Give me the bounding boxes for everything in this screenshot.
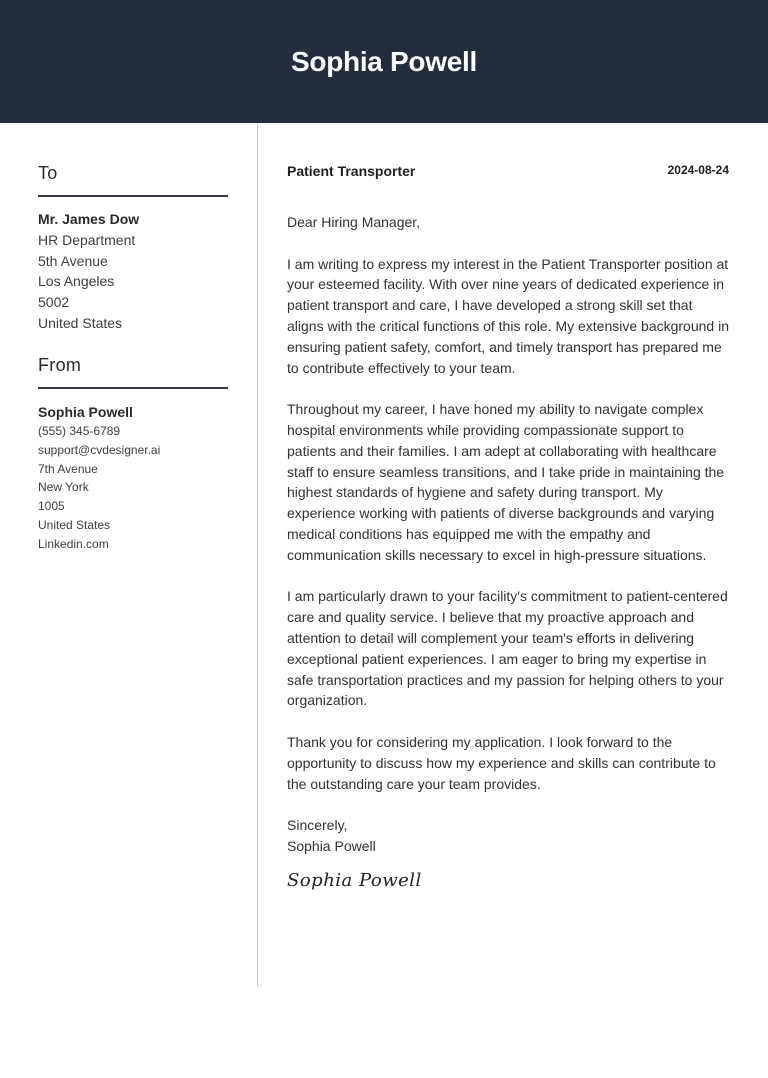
sender-name: Sophia Powell [38,404,133,420]
recipient-department: HR Department [38,231,136,248]
recipient-section [38,163,228,334]
closing-name: Sophia Powell [287,837,376,854]
salutation: Dear Hiring Manager, [287,214,421,230]
sender-section [38,355,228,554]
sender-postal-code: 1005 [38,499,65,514]
sender-linkedin: Linkedin.com [38,536,109,551]
recipient-postal-code: 5002 [38,294,70,311]
recipient-country: United States [38,314,123,331]
paragraph-thanks: Thank you for considering my application. I look forward to the opportunity to discuss how my experience and skills can contribute to the outstanding care your team provides. [287,733,716,792]
recipient-street: 5th Avenue [38,252,108,269]
letter-date: 2024-08-24 [667,163,729,177]
paragraph-motivation: I am particularly drawn to your facility's commitment to patient-centered care and quality service. I believe that my proactive approach and attention to detail will complement your team's efforts in delivering exceptional patient experiences. I am eager to bring my expertise in safe transportation practices and my passion for helping others to your organization. [287,588,728,709]
sender-street: 7th Avenue [38,461,98,476]
paragraph-intro: I am writing to express my interest in the Patient Transporter position at your esteemed facility. With over nine years of dedicated experience in patient transport and care, I have developed a strong skill set that aligns with the critical functions of this role. My extensive background in ensuring patient safety, comfort, and timely transport has prepared me to contribute effectively to your team. [287,255,729,376]
sender-city: New York [38,480,89,495]
section-divider [38,195,228,197]
recipient-city: Los Angeles [38,273,115,290]
signature: Sophia Powell [287,869,422,891]
section-divider [38,387,228,389]
applicant-name: Sophia Powell [291,45,477,77]
sender-email: support@cvdesigner.ai [38,442,161,457]
header-banner [0,0,768,123]
recipient-heading: To [38,163,58,183]
job-title: Patient Transporter [287,163,416,179]
sender-heading: From [38,355,82,375]
letter-topline [287,163,729,181]
column-divider [257,123,258,987]
paragraph-experience: Throughout my career, I have honed my ability to navigate complex hospital environments while providing compassionate support to patients and their families. I am adept at collaborating with healthcare staff to ensure seamless transitions, and I take pride in maintaining the highest standards of hygiene and safety during transport. My experience working with patients of diverse backgrounds and varying medical conditions has equipped me with the empathy and communication skills necessary to excel in high-pressure situations. [287,401,725,563]
sender-phone: (555) 345-6789 [38,424,121,438]
closing: Sincerely, [287,817,348,834]
recipient-name: Mr. James Dow [38,211,140,227]
sender-country: United States [38,517,111,532]
